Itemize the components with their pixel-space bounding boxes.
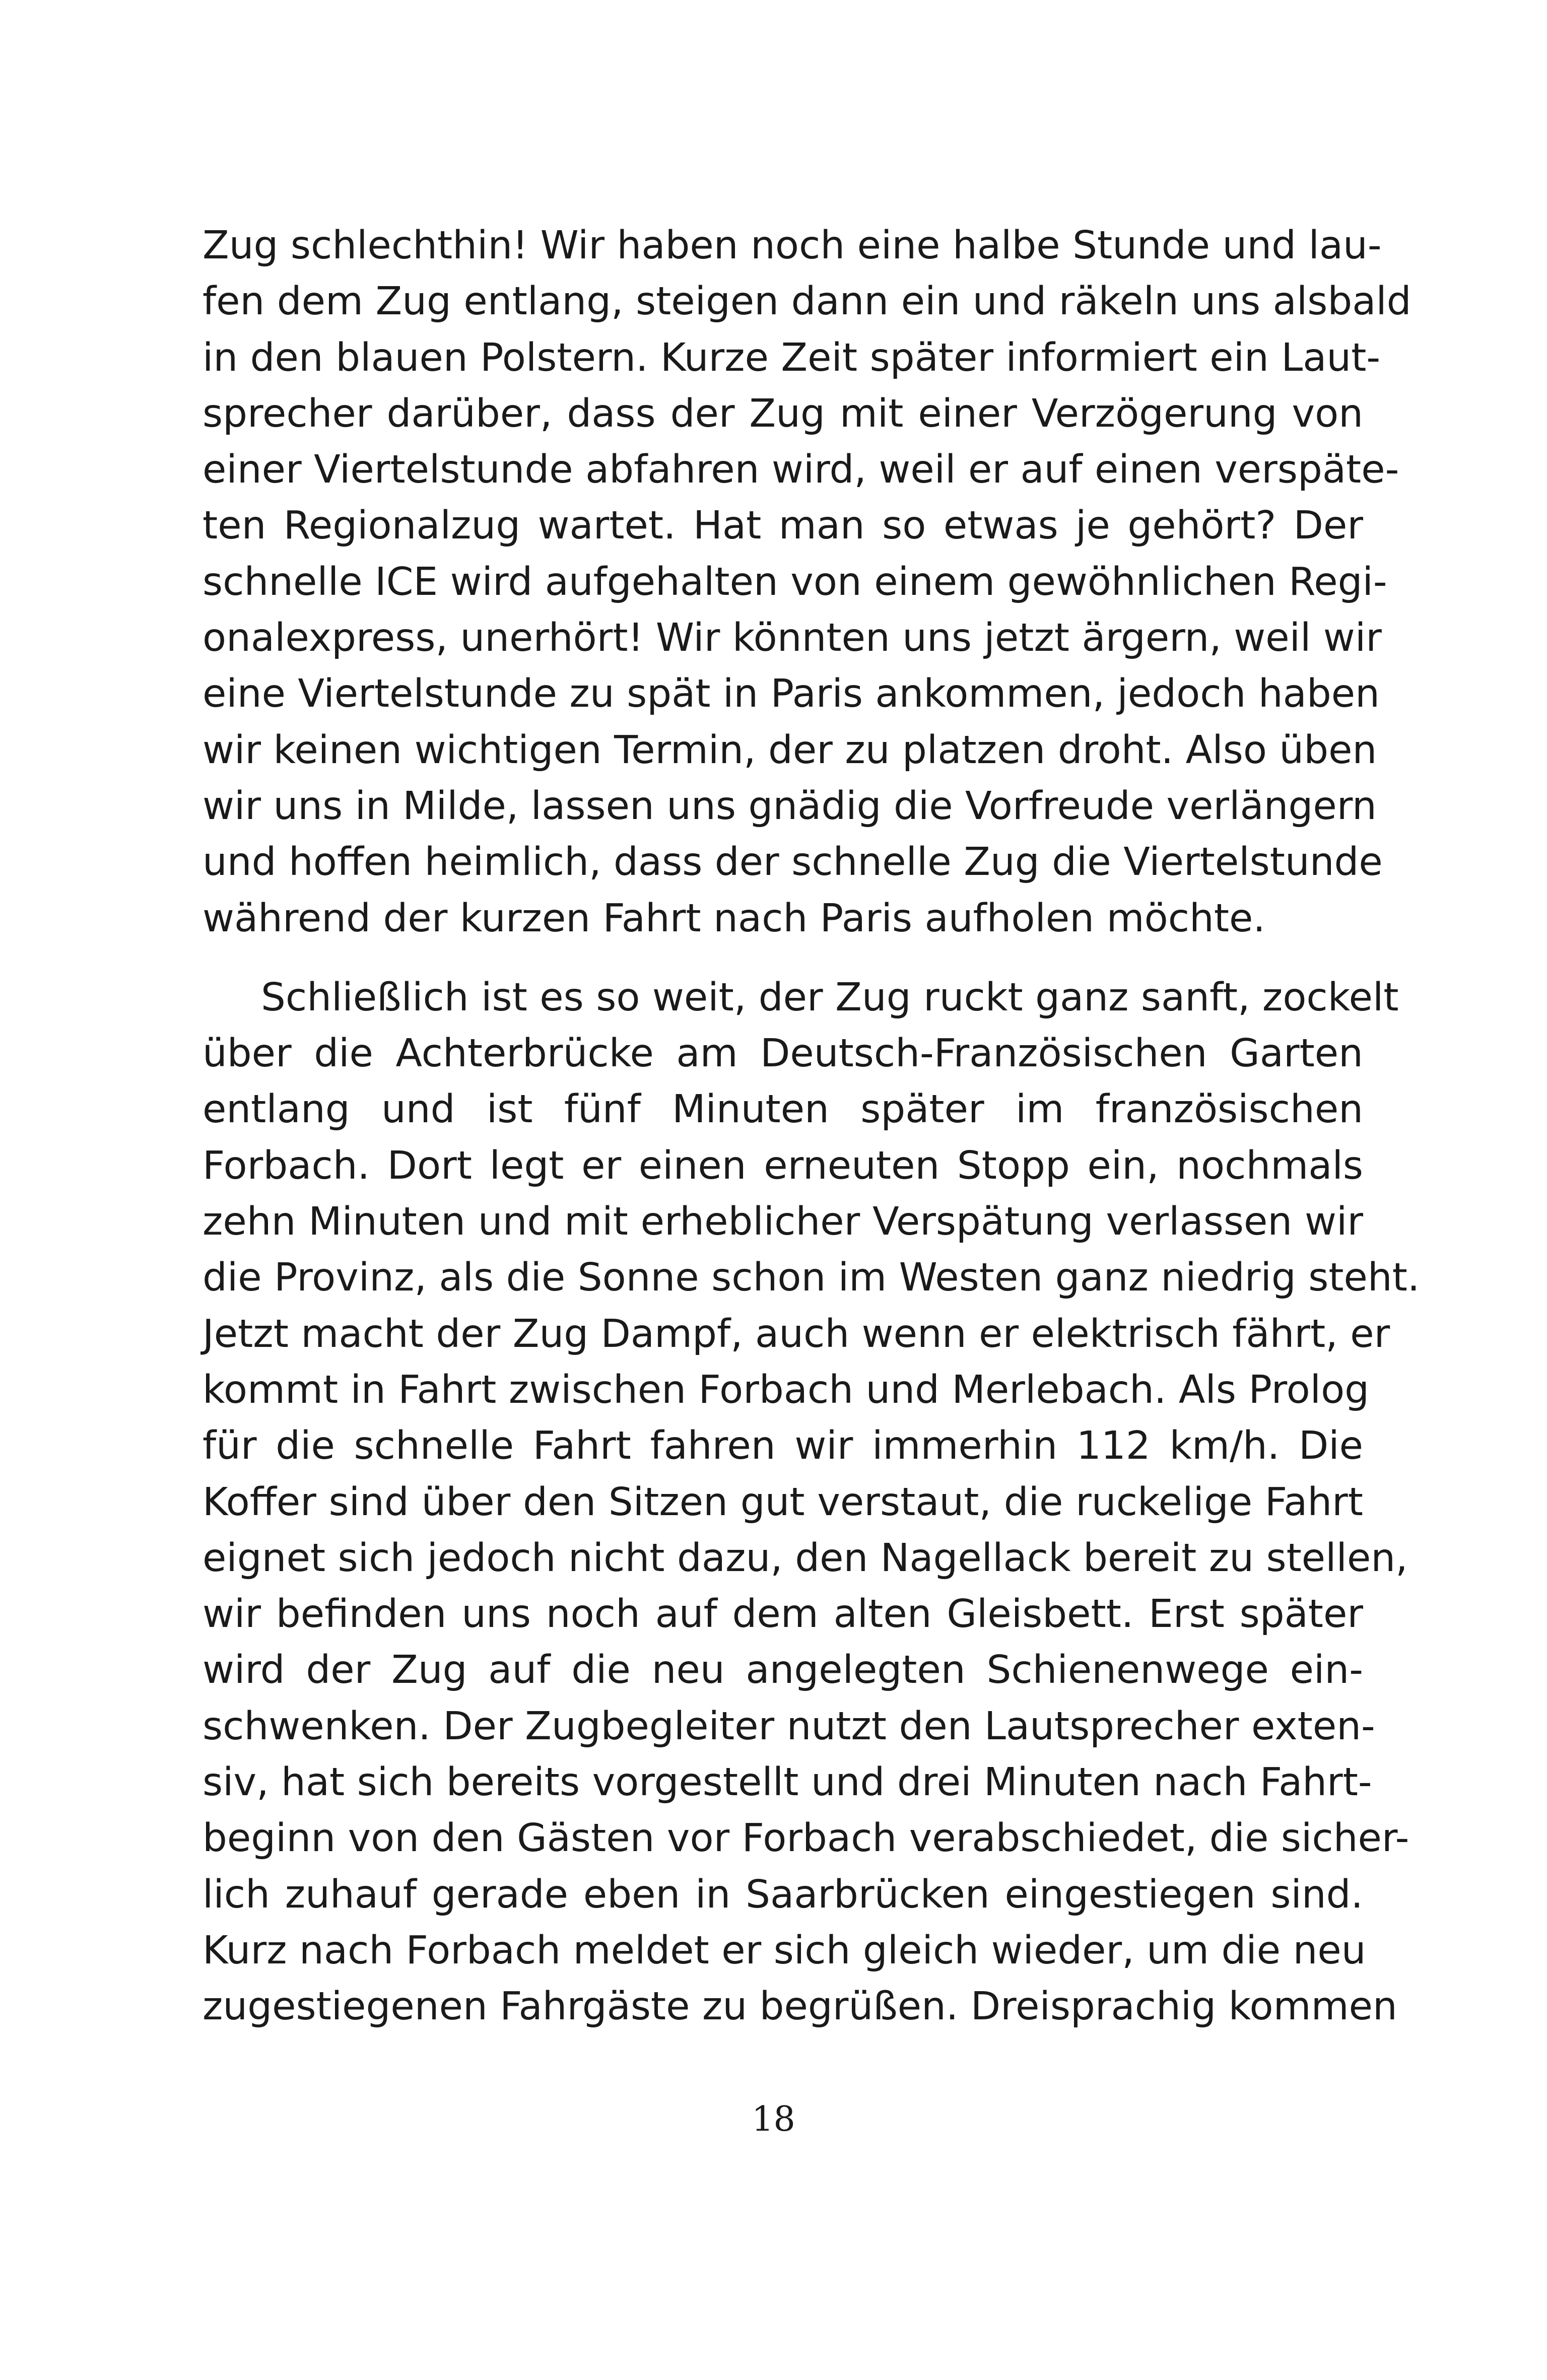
- text-line: eignet sich jedoch nicht dazu, den Nagellack bereit zu stellen,: [203, 1535, 1408, 1581]
- text-line: die Provinz, als die Sonne schon im Westen ganz niedrig steht.: [203, 1255, 1420, 1301]
- paragraph-spacer: [203, 946, 1363, 970]
- page-number: 18: [752, 2099, 795, 2139]
- text-line: kommt in Fahrt zwischen Forbach und Merlebach. Als Prolog: [203, 1367, 1370, 1412]
- text-line: Schließlich ist es so weit, der Zug ruckt ganz sanft, zockelt: [261, 975, 1399, 1020]
- text-line: entlang und ist fünf Minuten später im französischen: [203, 1087, 1363, 1132]
- text-line: siv, hat sich bereits vorgestellt und drei Minuten nach Fahrt-: [203, 1760, 1372, 1805]
- text-line: während der kurzen Fahrt nach Paris aufholen möchte.: [203, 896, 1265, 941]
- text-line: wir befinden uns noch auf dem alten Gleisbett. Erst später: [203, 1592, 1363, 1637]
- text-line: wird der Zug auf die neu angelegten Schienenwege ein-: [203, 1648, 1363, 1693]
- text-line: wir keinen wichtigen Termin, der zu platzen droht. Also üben: [203, 727, 1377, 773]
- text-line: Zug schlechthin! Wir haben noch eine halbe Stunde und lau-: [203, 223, 1382, 268]
- paragraph-2: [203, 970, 1420, 2035]
- text-line: Koffer sind über den Sitzen gut verstaut, die ruckelige Fahrt: [203, 1479, 1363, 1525]
- body-text: [203, 218, 1420, 2035]
- text-line: beginn von den Gästen vor Forbach verabschiedet, die sicher-: [203, 1816, 1409, 1861]
- text-line: sprecher darüber, dass der Zug mit einer Verzögerung von: [203, 391, 1363, 436]
- text-line: zugestiegenen Fahrgäste zu begrüßen. Dreisprachig kommen: [203, 1984, 1397, 2029]
- text-line: Jetzt macht der Zug Dampf, auch wenn er elektrisch fährt, er: [203, 1311, 1390, 1356]
- text-line: Kurz nach Forbach meldet er sich gleich wieder, um die neu: [203, 1928, 1366, 1973]
- text-line: Forbach. Dort legt er einen erneuten Stopp ein, nochmals: [203, 1143, 1363, 1188]
- text-line: einer Viertelstunde abfahren wird, weil er auf einen verspäte-: [203, 447, 1399, 493]
- text-line: und hoffen heimlich, dass der schnelle Zug die Viertelstunde: [203, 840, 1383, 885]
- text-line: schwenken. Der Zugbegleiter nutzt den Lautsprecher exten-: [203, 1704, 1375, 1749]
- text-line: fen dem Zug entlang, steigen dann ein und räkeln uns alsbald: [203, 279, 1411, 324]
- text-line: lich zuhauf gerade eben in Saarbrücken eingestiegen sind.: [203, 1872, 1363, 1917]
- text-line: in den blauen Polstern. Kurze Zeit später informiert ein Laut-: [203, 335, 1381, 380]
- text-line: onalexpress, unerhört! Wir könnten uns jetzt ärgern, weil wir: [203, 616, 1382, 661]
- text-line: schnelle ICE wird aufgehalten von einem gewöhnlichen Regi-: [203, 559, 1387, 604]
- text-line: ten Regionalzug wartet. Hat man so etwas je gehört? Der: [203, 503, 1363, 549]
- text-line: zehn Minuten und mit erheblicher Verspätung verlassen wir: [203, 1199, 1363, 1245]
- text-line: wir uns in Milde, lassen uns gnädig die Vorfreude verlängern: [203, 783, 1377, 829]
- paragraph-1: [203, 218, 1411, 946]
- text-line: eine Viertelstunde zu spät in Paris ankommen, jedoch haben: [203, 671, 1380, 717]
- text-line: über die Achterbrücke am Deutsch-Französischen Garten: [203, 1031, 1363, 1076]
- text-line: für die schnelle Fahrt fahren wir immerhin 112 km/h. Die: [203, 1423, 1363, 1469]
